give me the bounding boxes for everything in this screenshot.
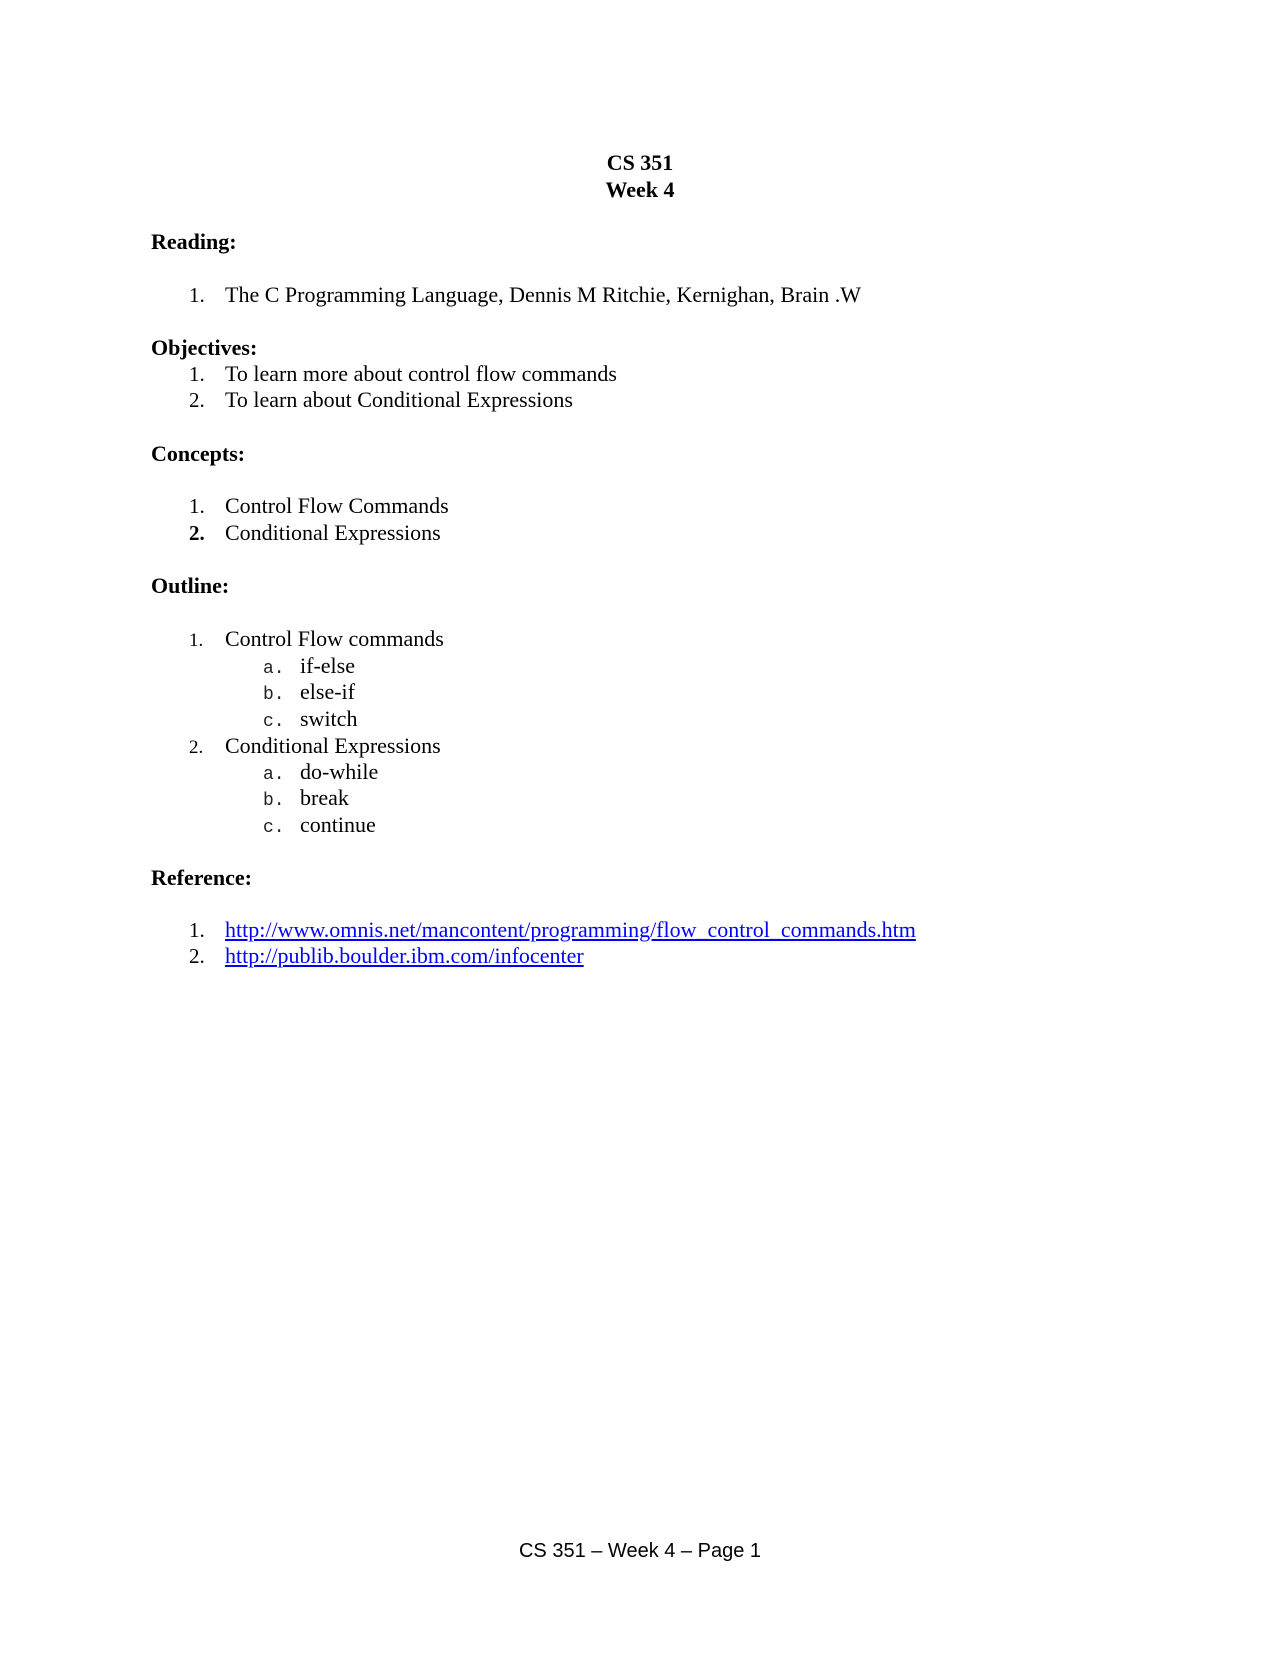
outline-item-number: 1. xyxy=(189,630,204,651)
concept-item-number: 2. xyxy=(189,521,205,545)
objective-item-number: 1. xyxy=(189,362,205,386)
outline-subitem: else-if xyxy=(300,679,355,704)
reference-item-number: 2. xyxy=(189,944,205,968)
concepts-heading: Concepts: xyxy=(151,441,246,466)
objective-item: To learn about Conditional Expressions xyxy=(225,387,573,412)
course-title: CS 351 xyxy=(606,150,674,175)
reading-heading: Reading: xyxy=(151,229,237,254)
outline-item-number: 2. xyxy=(189,737,204,758)
outline-subitem: continue xyxy=(300,812,376,837)
outline-subitem: if-else xyxy=(300,653,355,678)
outline-subitem-letter: c. xyxy=(263,712,285,732)
reference-link-ibm[interactable]: http://publib.boulder.ibm.com/infocenter xyxy=(225,943,584,968)
page-footer: CS 351 – Week 4 – Page 1 xyxy=(518,1540,761,1562)
outline-subitem: do-while xyxy=(300,759,379,784)
concept-item-number: 1. xyxy=(189,494,205,518)
outline-item: Control Flow commands xyxy=(225,626,444,651)
outline-subitem: break xyxy=(300,785,349,810)
outline-heading: Outline: xyxy=(151,573,230,598)
objectives-heading: Objectives: xyxy=(151,335,258,360)
outline-subitem-letter: b. xyxy=(263,685,285,705)
objective-item: To learn more about control flow commands xyxy=(225,361,617,386)
outline-subitem: switch xyxy=(300,706,358,731)
objective-item-number: 2. xyxy=(189,388,205,412)
outline-subitem-letter: a. xyxy=(263,659,285,679)
outline-item: Conditional Expressions xyxy=(225,733,441,758)
outline-subitem-letter: c. xyxy=(263,818,285,838)
reference-link-omnis[interactable]: http://www.omnis.net/mancontent/programming/flow_control_commands.htm xyxy=(225,917,916,942)
reference-item-number: 1. xyxy=(189,918,205,942)
concept-item: Conditional Expressions xyxy=(225,520,441,545)
reference-heading: Reference: xyxy=(151,865,252,890)
reading-item: The C Programming Language, Dennis M Ritchie, Kernighan, Brain .W xyxy=(225,282,862,307)
outline-subitem-letter: a. xyxy=(263,765,285,785)
outline-subitem-letter: b. xyxy=(263,791,285,811)
concept-item: Control Flow Commands xyxy=(225,493,449,518)
reading-item-number: 1. xyxy=(189,283,205,307)
week-title: Week 4 xyxy=(605,177,675,202)
